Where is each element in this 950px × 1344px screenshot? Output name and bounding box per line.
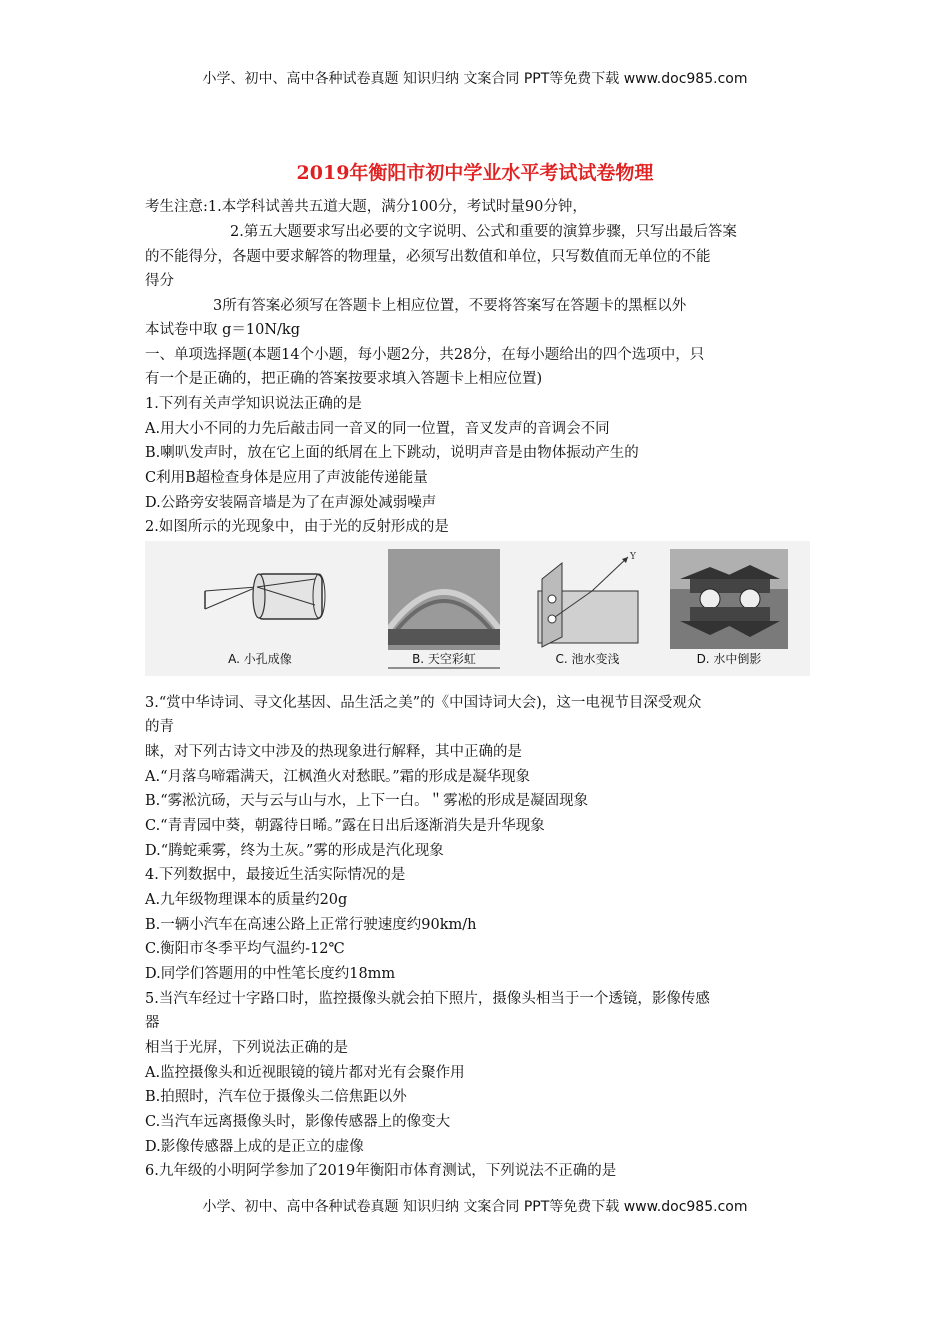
notes-line-4: 得分 — [145, 273, 174, 289]
figure-b-caption: B. 天空彩虹 — [388, 650, 500, 667]
q5-stem-line-2: 器 — [145, 1015, 160, 1031]
q2-figure-row — [145, 541, 810, 676]
q4-stem: 4.下列数据中，最接近生活实际情况的是 — [145, 867, 406, 883]
q1-stem: 1.下列有关声学知识说法正确的是 — [145, 396, 362, 412]
q1-option-a: A.用大小不同的力先后敲击同一音叉的同一位置，音叉发声的音调会不同 — [145, 421, 610, 437]
notes-line-1: 考生注意:1.本学科试善共五道大题，满分100分，考试时量90分钟， — [145, 199, 587, 215]
q1-option-b: B.喇叭发声时，放在它上面的纸屑在上下跳动，说明声音是由物体振动产生的 — [145, 445, 639, 461]
q5-stem-line-1: 5.当汽车经过十字路口时，监控摄像头就会拍下照片，摄像头相当于一个透镜，影像传感 — [145, 991, 710, 1007]
figure-c — [530, 549, 645, 669]
q4-option-a: A.九年级物理课本的质量约20g — [145, 892, 348, 908]
section-heading-line-2: 有一个是正确的，把正确的答案按要求填入答题卡上相应位置) — [145, 371, 543, 387]
q3-option-c: C.“青青园中葵，朝露待日晞。”露在日出后逐渐消失是升华现象 — [145, 818, 545, 834]
q4-option-d: D.同学们答题用的中性笔长度约18mm — [145, 966, 396, 982]
page-header: 小学、初中、高中各种试卷真题 知识归纳 文案合同 PPT等免费下载 www.doc985.com — [202, 71, 748, 87]
q2-stem: 2.如图所示的光现象中，由于光的反射形成的是 — [145, 519, 449, 535]
figure-a — [185, 549, 335, 669]
q1-option-c: C利用B超检查身体是应用了声波能传递能量 — [145, 470, 428, 486]
water-reflection-photo — [670, 549, 788, 649]
pool-refraction-drawing — [530, 549, 645, 649]
q5-option-c: C.当汽车远离摄像头时，影像传感器上的像变大 — [145, 1114, 451, 1130]
section-heading-line-1: 一、单项选择题(本题14个小题，每小题2分，共28分，在每小题给出的四个选项中，只 — [145, 347, 705, 363]
notes-line-2: 2.第五大题要求写出必要的文字说明、公式和重要的演算步骤，只写出最后答案 — [230, 224, 737, 240]
q6-stem: 6.九年级的小明阿学参加了2019年衡阳市体育测试，下列说法不正确的是 — [145, 1163, 617, 1179]
q3-stem-line-1: 3.“赏中华诗词、寻文化基因、品生活之美”的《中国诗词大会)，这一电视节目深受观众 — [145, 695, 702, 711]
q3-stem-line-2: 的青 — [145, 719, 174, 735]
q5-option-b: B.拍照时，汽车位于摄像头二倍焦距以外 — [145, 1089, 407, 1105]
figure-c-caption: C. 池水变浅 — [555, 652, 620, 666]
figure-b — [388, 549, 500, 669]
q5-stem-line-3: 相当于光屏，下列说法正确的是 — [145, 1040, 348, 1056]
notes-line-3: 的不能得分，各题中要求解答的物理量，必须写出数值和单位，只写数值而无单位的不能 — [145, 249, 711, 265]
notes-line-6: 本试卷中取 g＝10N/kg — [145, 322, 300, 338]
q3-option-b: B.“雾淞沆砀，天与云与山与水，上下一白。＂雾凇的形成是凝固现象 — [145, 793, 589, 809]
notes-line-5: 3所有答案必须写在答题卡上相应位置，不要将答案写在答题卡的黑框以外 — [213, 298, 687, 314]
rainbow-photo — [388, 549, 500, 645]
figure-a-caption: A. 小孔成像 — [228, 652, 292, 666]
exam-title: 2019年衡阳市初中学业水平考试试卷物理 — [296, 162, 654, 184]
q5-option-a: A.监控摄像头和近视眼镜的镜片都对光有会聚作用 — [145, 1065, 465, 1081]
figure-d — [670, 549, 788, 669]
page-footer: 小学、初中、高中各种试卷真题 知识归纳 文案合同 PPT等免费下载 www.doc985.com — [202, 1199, 748, 1215]
q3-option-d: D.“腾蛇乘雾，终为土灰。”雾的形成是汽化现象 — [145, 843, 444, 859]
figure-d-caption: D. 水中倒影 — [696, 652, 762, 666]
q3-stem-line-3: 睐，对下列古诗文中涉及的热现象进行解释，其中正确的是 — [145, 744, 522, 760]
q4-option-b: B.一辆小汽车在高速公路上正常行驶速度约90km/h — [145, 917, 477, 933]
q4-option-c: C.衡阳市冬季平均气温约-12℃ — [145, 941, 345, 957]
q1-option-d: D.公路旁安装隔音墙是为了在声源处减弱噪声 — [145, 495, 437, 511]
q3-option-a: A.“月落乌啼霜满天，江枫渔火对愁眠。”霜的形成是凝华现象 — [145, 769, 531, 785]
pinhole-camera-drawing — [185, 549, 335, 649]
svg-text:Y: Y — [630, 552, 636, 562]
q5-option-d: D.影像传感器上成的是正立的虚像 — [145, 1139, 364, 1155]
